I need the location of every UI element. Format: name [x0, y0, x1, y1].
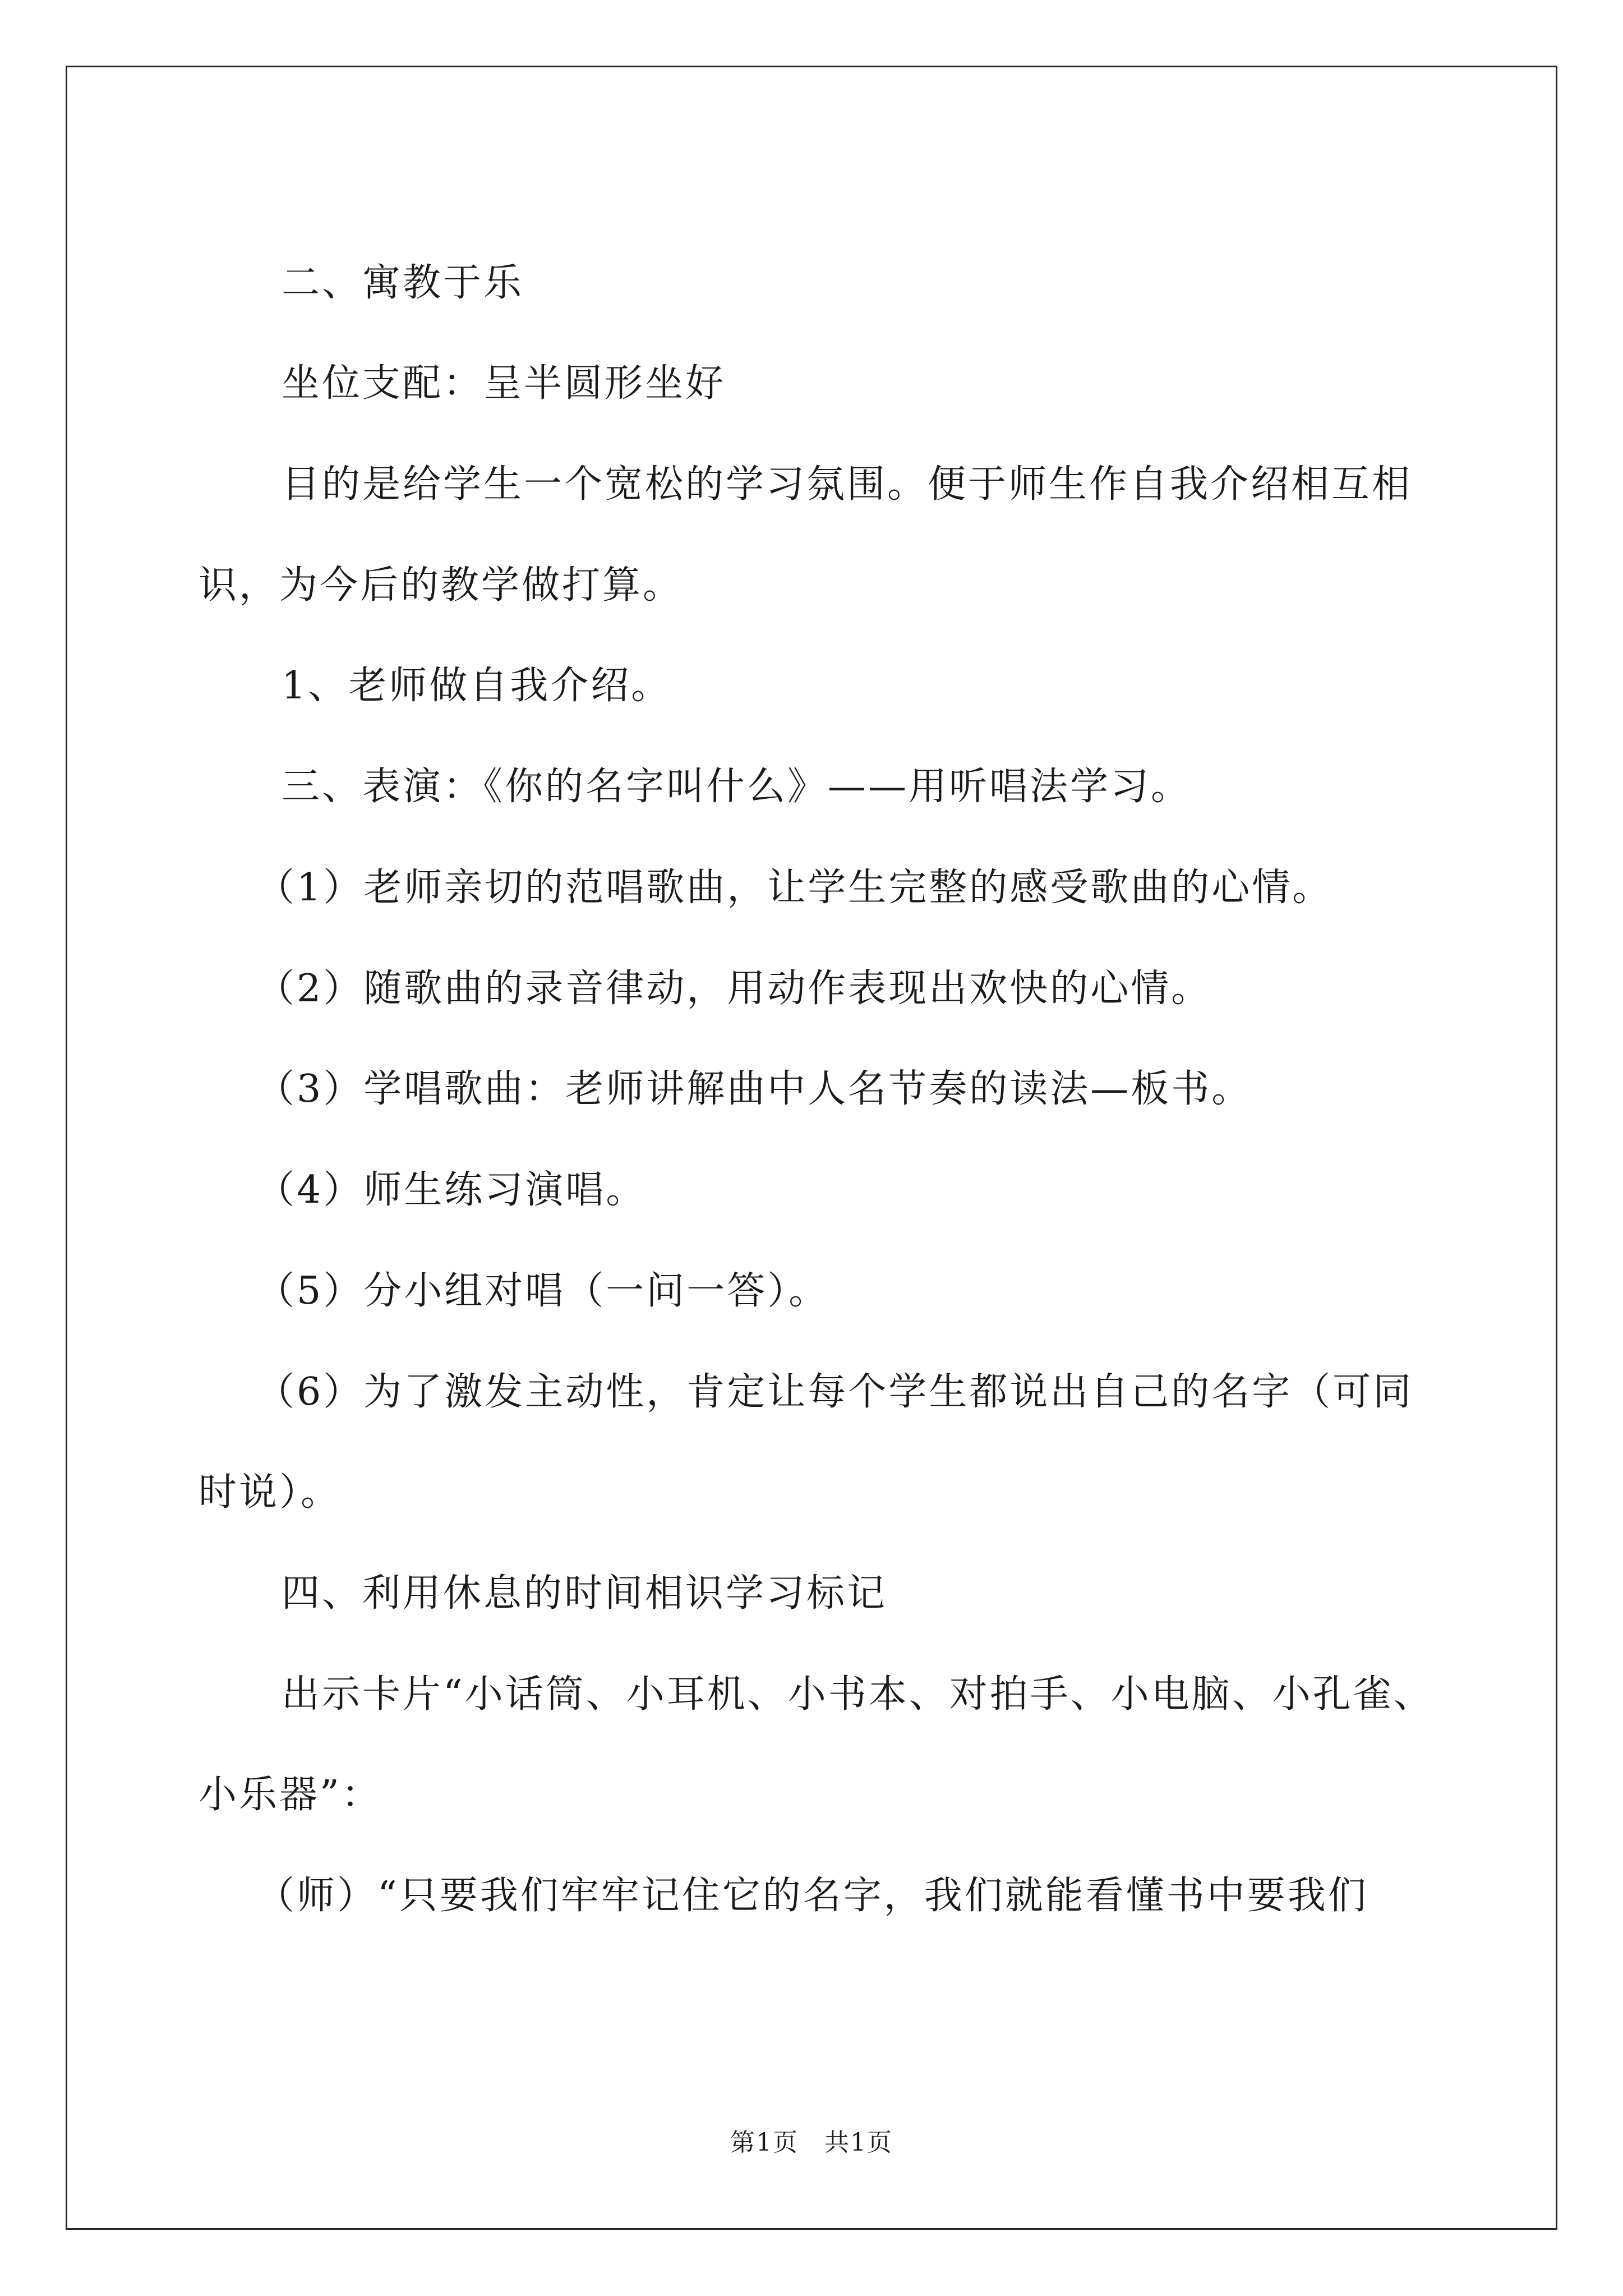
section-heading-3: 三、表演：《你的名字叫什么》——用听唱法学习。: [282, 765, 1192, 809]
page-number: 第1页 共1页: [730, 2128, 893, 2157]
list-item: （3）学唱歌曲：老师讲解曲中人名节奏的读法—板书。: [256, 1067, 1252, 1111]
paragraph-continuation: 小乐器”：: [199, 1773, 382, 1817]
list-item: （6）为了激发主动性，肯定让每个学生都说出自己的名字（可同: [256, 1370, 1414, 1414]
paragraph: 目的是给学生一个宽松的学习氛围。便于师生作自我介绍相互相: [282, 462, 1413, 507]
paragraph-continuation: 识，为今后的教学做打算。: [199, 563, 684, 608]
list-item: （2）随歌曲的录音律动，用动作表现出欢快的心情。: [256, 967, 1212, 1011]
paragraph: 出示卡片“小话筒、小耳机、小书本、对拍手、小电脑、小孔雀、: [282, 1672, 1434, 1717]
section-heading-2: 二、寓教于乐: [282, 261, 524, 305]
list-item: （5）分小组对唱（一问一答）。: [256, 1269, 829, 1313]
list-item: 1、老师做自我介绍。: [282, 664, 672, 708]
paragraph-continuation: 时说）。: [199, 1470, 342, 1515]
section-heading-4: 四、利用休息的时间相识学习标记: [282, 1571, 888, 1616]
paragraph: 坐位支配：呈半圆形坐好: [282, 361, 726, 406]
list-item: （4）师生练习演唱。: [256, 1168, 647, 1212]
page-footer: [0, 2126, 1623, 2160]
paragraph: （师）“只要我们牢牢记住它的名字，我们就能看懂书中要我们: [256, 1874, 1368, 1918]
list-item: （1）老师亲切的范唱歌曲，让学生完整的感受歌曲的心情。: [256, 866, 1333, 910]
